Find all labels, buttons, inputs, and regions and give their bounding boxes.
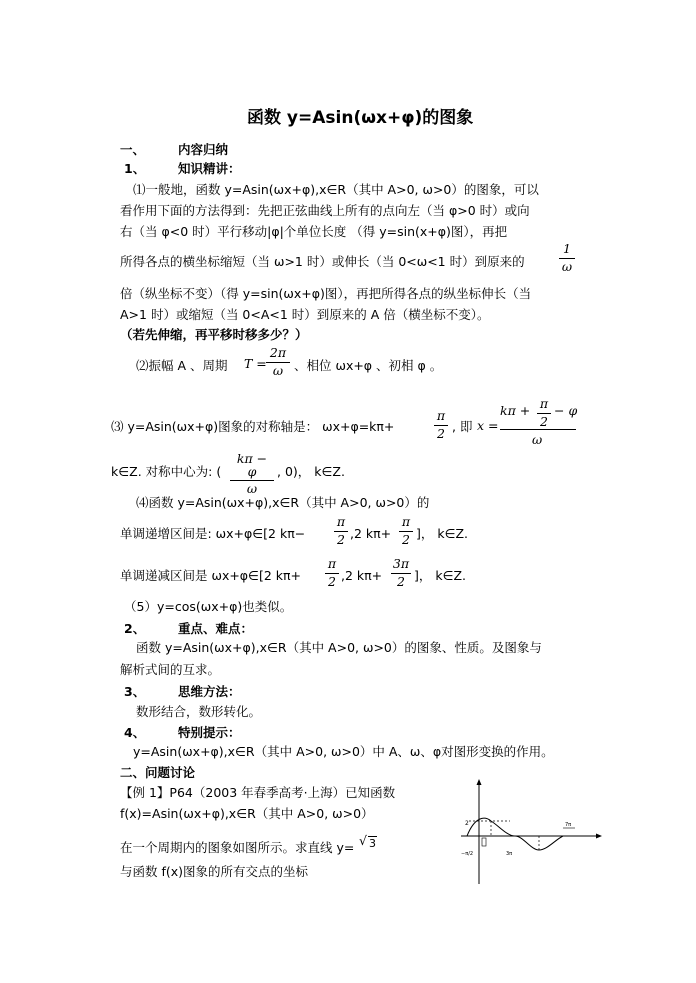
fraction-numerator: π [401,514,411,529]
fraction-numerator: kπ − φ [236,451,268,479]
example1-line3: 在一个周期内的图象如图所示。求直线 y= [120,840,355,855]
fraction-pi-over-2 [334,516,348,546]
sine-curve [467,818,563,850]
fraction-denominator: ω [246,481,258,496]
key-points-line1: 函数 y=Asin(ωx+φ),x∈R（其中 A>0, ω>0）的图象、性质。及图象与 [136,640,542,655]
decreasing-interval-prefix: 单调递减区间是 ωx+φ∈[2 kπ+ [120,568,301,583]
section-heading-1: 内容归纳 [178,142,229,157]
para3-prefix: ⑶ y=Asin(ωx+φ)图象的对称轴是： ωx+φ=kπ+ [111,419,395,434]
sqrt-three [359,833,377,850]
fraction-numerator: 3π [392,556,410,571]
decreasing-interval-mid: ,2 kπ+ [341,568,383,583]
key-points-line2: 解析式间的互求。 [120,662,221,677]
para5: （5）y=cos(ωx+φ)也类似。 [124,599,293,614]
fraction-denominator: 2 [437,425,445,441]
big-fraction-numerator-left: kπ + [500,403,531,418]
sqrt-radicand: 3 [369,837,376,850]
para3-line2-prefix: k∈Z. 对称中心为: ( [111,464,222,479]
label-amplitude: 2 [465,820,469,827]
fraction-pi-over-2-inner [537,398,551,428]
sqrt-sign-icon: √ [359,833,367,848]
thinking-method-text: 数形结合，数形转化。 [136,704,262,719]
subsection-heading-3: 思维方法： [178,684,241,699]
label-7pi: 7π [565,822,572,828]
para1-line6: A>1 时）或缩短（当 0<A<1 时）到原来的 A 倍（横坐标不变）。 [120,307,490,322]
special-note-text: y=Asin(ωx+φ),x∈R（其中 A>0, ω>0）中 A、ω、φ对图形变换的作用。 [133,744,554,759]
fraction-one-over-omega [559,243,575,273]
fraction-denominator: 2 [402,531,410,547]
para2-suffix: 、相位 ωx+φ 、初相 φ 。 [294,358,443,373]
para4-line1: ⑷函数 y=Asin(ωx+φ),x∈R（其中 A>0, ω>0）的 [136,495,430,510]
big-fraction-denominator: ω [532,432,543,447]
fraction-center [230,453,274,496]
para3-line2-suffix: , 0)， k∈Z. [277,464,345,479]
fraction-numerator: 2π [269,345,287,360]
para1-line2: 看作用下面的方法得到：先把正弦曲线上所有的点向左（当 φ>0 时）或向 [120,203,530,218]
increasing-interval-prefix: 单调递增区间是: ωx+φ∈[2 kπ− [120,526,306,541]
fraction-numerator: 1 [563,241,571,256]
section-number-1: 一、 [120,142,146,157]
fraction-pi-over-2 [325,558,339,588]
x-axis-arrow-icon [596,834,602,839]
sine-graph [455,778,605,886]
subsection-heading-4: 特别提示： [178,725,241,740]
period-symbol: T = [244,356,267,371]
big-fraction-numerator-right: − φ [554,403,578,418]
x-equals: x = [477,418,499,433]
fraction-pi-over-2 [399,516,413,546]
fraction-3pi-over-2 [391,558,411,588]
fraction-numerator: π [336,514,346,529]
para1-line4: 所得各点的横坐标缩短（当 ω>1 时）或伸长（当 0<ω<1 时）到原来的 [120,254,525,269]
tick-mark [482,838,486,846]
decreasing-interval-suffix: ]， k∈Z. [414,568,467,583]
para2-prefix: ⑵振幅 A 、周期 [136,358,228,373]
example1-line1: 【例 1】P64（2003 年春季高考·上海）已知函数 [120,785,396,800]
label-3pi: 3π [506,851,513,857]
subsection-number-3: 3、 [124,684,146,699]
fraction-pi-over-2 [434,410,448,440]
fraction-denominator: 2 [397,573,405,589]
fraction-numerator: π [539,396,549,411]
subsection-number-1: 1、 [124,161,146,176]
example1-line4: 与函数 f(x)图象的所有交点的坐标 [120,864,309,879]
fraction-denominator: 2 [337,531,345,547]
subsection-heading-1: 知识精讲： [178,161,241,176]
subsection-heading-2: 重点、难点： [178,621,254,636]
axis-formula-fraction [500,398,576,450]
increasing-interval-mid: ,2 kπ+ [350,526,392,541]
example1-line2: f(x)=Asin(ωx+φ),x∈R（其中 A>0, ω>0） [120,806,374,821]
fraction-denominator: ω [272,362,284,378]
fraction-numerator: π [436,408,446,423]
section-heading-2: 二、问题讨论 [120,765,196,780]
fraction-bar [500,429,576,430]
para3-mid: , 即 [452,419,473,434]
increasing-interval-suffix: ]， k∈Z. [416,526,469,541]
label-left: −π/2 [461,851,474,857]
page-title: 函数 y=Asin(ωx+φ)的图象 [247,108,474,128]
para1-line7: （若先伸缩，再平移时移多少？） [120,327,308,342]
y-axis-arrow-icon [477,779,482,785]
fraction-numerator: π [327,556,337,571]
para1-line3: 右（当 φ<0 时）平行移动|φ|个单位长度 （得 y=sin(x+φ)图），再把 [120,224,508,239]
fraction-denominator: 2 [540,413,548,429]
fraction-period [266,347,290,377]
fraction-denominator: 2 [328,573,336,589]
subsection-number-2: 2、 [124,621,146,636]
fraction-denominator: ω [561,258,573,274]
subsection-number-4: 4、 [124,725,146,740]
para1-line1: ⑴一般地，函数 y=Asin(ωx+φ),x∈R（其中 A>0, ω>0）的图象，可以 [133,182,539,197]
para1-line5: 倍（纵坐标不变）（得 y=sin(ωx+φ)图），再把所得各点的纵坐标伸长（当 [120,286,532,301]
